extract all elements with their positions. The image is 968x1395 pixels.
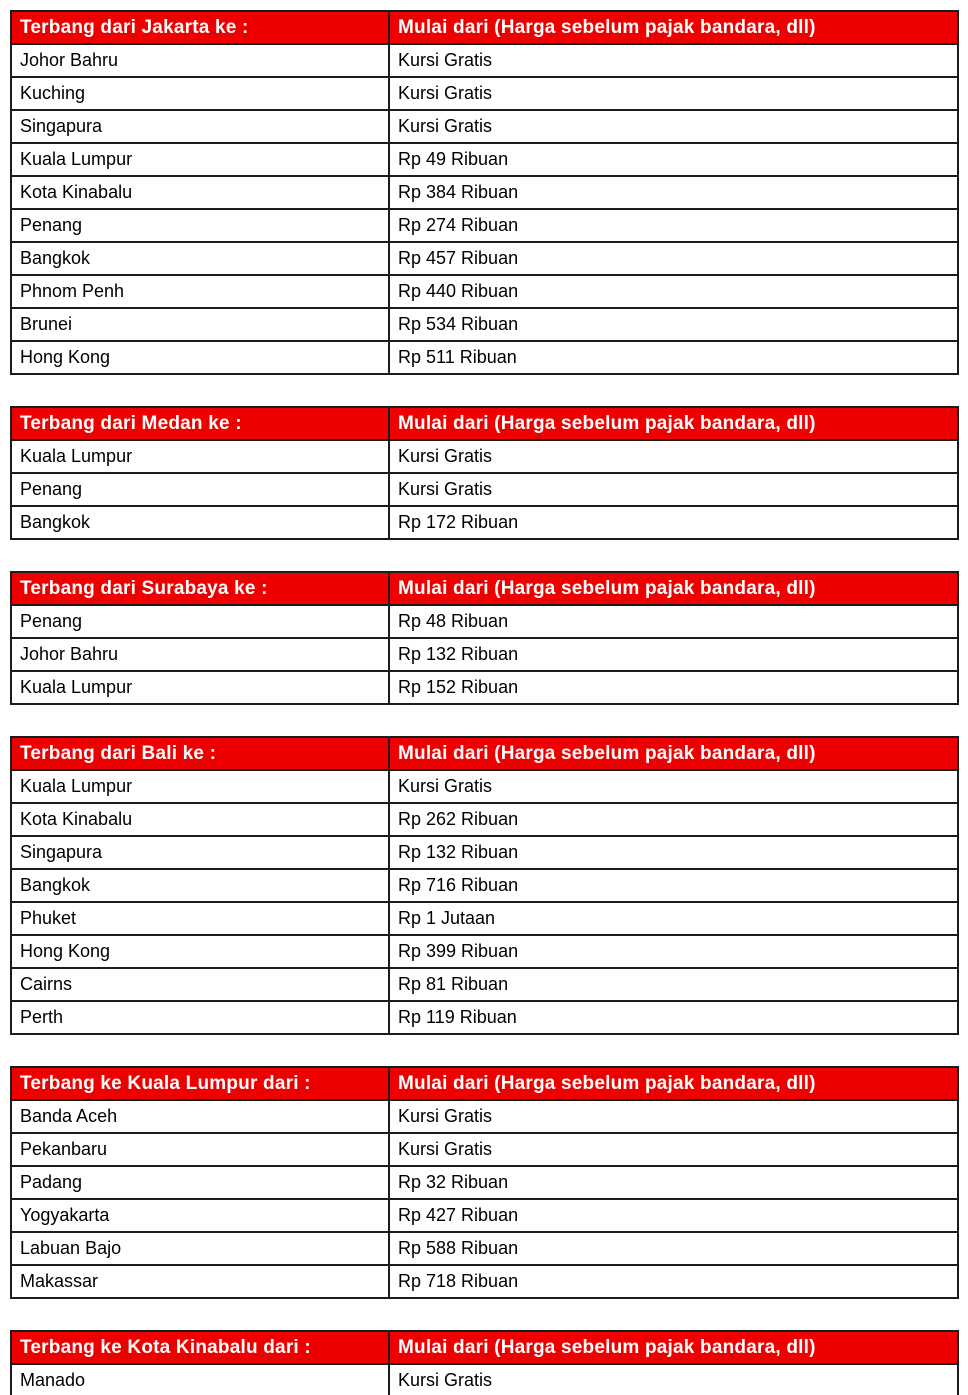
- table-header-row: [11, 1067, 958, 1100]
- fare-row: [11, 308, 958, 341]
- fare-row: [11, 242, 958, 275]
- destination-cell: Yogyakarta: [11, 1199, 389, 1232]
- price-cell: Rp 588 Ribuan: [389, 1232, 958, 1265]
- fare-row: [11, 935, 958, 968]
- fare-table-6: [10, 1330, 959, 1395]
- fare-row: [11, 1232, 958, 1265]
- price-cell: Rp 427 Ribuan: [389, 1199, 958, 1232]
- destination-cell: Johor Bahru: [11, 638, 389, 671]
- fare-row: [11, 1133, 958, 1166]
- destination-cell: Penang: [11, 209, 389, 242]
- fare-row: [11, 473, 958, 506]
- origin-column-header: Terbang dari Medan ke :: [11, 407, 389, 440]
- price-cell: Rp 534 Ribuan: [389, 308, 958, 341]
- destination-cell: Penang: [11, 605, 389, 638]
- destination-cell: Kuala Lumpur: [11, 440, 389, 473]
- table-header-row: [11, 737, 958, 770]
- fare-row: [11, 1265, 958, 1298]
- table-header-row: [11, 572, 958, 605]
- destination-cell: Bangkok: [11, 506, 389, 539]
- price-cell: Kursi Gratis: [389, 1100, 958, 1133]
- price-cell: Kursi Gratis: [389, 770, 958, 803]
- fare-row: [11, 638, 958, 671]
- price-cell: Rp 48 Ribuan: [389, 605, 958, 638]
- price-column-header: Mulai dari (Harga sebelum pajak bandara, dll): [389, 407, 958, 440]
- table-header-row: [11, 11, 958, 44]
- price-cell: Kursi Gratis: [389, 110, 958, 143]
- fare-row: [11, 506, 958, 539]
- destination-cell: Bangkok: [11, 869, 389, 902]
- destination-cell: Kuala Lumpur: [11, 671, 389, 704]
- destination-cell: Cairns: [11, 968, 389, 1001]
- origin-column-header: Terbang ke Kota Kinabalu dari :: [11, 1331, 389, 1364]
- destination-cell: Kuala Lumpur: [11, 143, 389, 176]
- fare-tables-container: [10, 10, 968, 1395]
- destination-cell: Perth: [11, 1001, 389, 1034]
- fare-row: [11, 671, 958, 704]
- destination-cell: Singapura: [11, 110, 389, 143]
- fare-table-1: [10, 10, 959, 375]
- fare-row: [11, 440, 958, 473]
- destination-cell: Hong Kong: [11, 341, 389, 374]
- price-cell: Rp 718 Ribuan: [389, 1265, 958, 1298]
- fare-row: [11, 44, 958, 77]
- fare-row: [11, 1001, 958, 1034]
- price-cell: Kursi Gratis: [389, 77, 958, 110]
- price-cell: Rp 152 Ribuan: [389, 671, 958, 704]
- table-header-row: [11, 407, 958, 440]
- price-column-header: Mulai dari (Harga sebelum pajak bandara, dll): [389, 11, 958, 44]
- destination-cell: Johor Bahru: [11, 44, 389, 77]
- fare-row: [11, 902, 958, 935]
- destination-cell: Hong Kong: [11, 935, 389, 968]
- fare-table-5: [10, 1066, 959, 1299]
- destination-cell: Phuket: [11, 902, 389, 935]
- origin-column-header: Terbang dari Surabaya ke :: [11, 572, 389, 605]
- price-column-header: Mulai dari (Harga sebelum pajak bandara, dll): [389, 1331, 958, 1364]
- destination-cell: Banda Aceh: [11, 1100, 389, 1133]
- fare-table-4: [10, 736, 959, 1035]
- fare-row: [11, 869, 958, 902]
- table-header-row: [11, 1331, 958, 1364]
- destination-cell: Manado: [11, 1364, 389, 1395]
- price-cell: Rp 49 Ribuan: [389, 143, 958, 176]
- price-cell: Kursi Gratis: [389, 440, 958, 473]
- price-cell: Rp 81 Ribuan: [389, 968, 958, 1001]
- price-cell: Rp 32 Ribuan: [389, 1166, 958, 1199]
- destination-cell: Bangkok: [11, 242, 389, 275]
- price-cell: Kursi Gratis: [389, 1364, 958, 1395]
- destination-cell: Penang: [11, 473, 389, 506]
- fare-row: [11, 176, 958, 209]
- destination-cell: Kuching: [11, 77, 389, 110]
- fare-row: [11, 1100, 958, 1133]
- price-cell: Rp 384 Ribuan: [389, 176, 958, 209]
- destination-cell: Kota Kinabalu: [11, 803, 389, 836]
- fare-row: [11, 209, 958, 242]
- origin-column-header: Terbang ke Kuala Lumpur dari :: [11, 1067, 389, 1100]
- price-cell: Rp 172 Ribuan: [389, 506, 958, 539]
- price-cell: Rp 274 Ribuan: [389, 209, 958, 242]
- destination-cell: Kuala Lumpur: [11, 770, 389, 803]
- fare-row: [11, 803, 958, 836]
- fare-row: [11, 77, 958, 110]
- destination-cell: Labuan Bajo: [11, 1232, 389, 1265]
- destination-cell: Pekanbaru: [11, 1133, 389, 1166]
- price-cell: Rp 440 Ribuan: [389, 275, 958, 308]
- fare-row: [11, 341, 958, 374]
- price-cell: Rp 262 Ribuan: [389, 803, 958, 836]
- price-cell: Rp 511 Ribuan: [389, 341, 958, 374]
- price-column-header: Mulai dari (Harga sebelum pajak bandara, dll): [389, 572, 958, 605]
- fare-row: [11, 770, 958, 803]
- price-cell: Kursi Gratis: [389, 1133, 958, 1166]
- price-cell: Rp 132 Ribuan: [389, 638, 958, 671]
- price-cell: Rp 457 Ribuan: [389, 242, 958, 275]
- destination-cell: Kota Kinabalu: [11, 176, 389, 209]
- destination-cell: Singapura: [11, 836, 389, 869]
- fare-row: [11, 1166, 958, 1199]
- price-cell: Rp 119 Ribuan: [389, 1001, 958, 1034]
- fare-row: [11, 1199, 958, 1232]
- price-column-header: Mulai dari (Harga sebelum pajak bandara, dll): [389, 1067, 958, 1100]
- fare-row: [11, 110, 958, 143]
- origin-column-header: Terbang dari Bali ke :: [11, 737, 389, 770]
- destination-cell: Makassar: [11, 1265, 389, 1298]
- price-cell: Kursi Gratis: [389, 473, 958, 506]
- fare-row: [11, 1364, 958, 1395]
- destination-cell: Phnom Penh: [11, 275, 389, 308]
- price-column-header: Mulai dari (Harga sebelum pajak bandara, dll): [389, 737, 958, 770]
- price-cell: Rp 716 Ribuan: [389, 869, 958, 902]
- fare-row: [11, 836, 958, 869]
- price-cell: Rp 132 Ribuan: [389, 836, 958, 869]
- fare-row: [11, 968, 958, 1001]
- destination-cell: Brunei: [11, 308, 389, 341]
- price-cell: Rp 399 Ribuan: [389, 935, 958, 968]
- fare-table-3: [10, 571, 959, 705]
- origin-column-header: Terbang dari Jakarta ke :: [11, 11, 389, 44]
- fare-row: [11, 605, 958, 638]
- fare-table-2: [10, 406, 959, 540]
- price-cell: Kursi Gratis: [389, 44, 958, 77]
- fare-row: [11, 143, 958, 176]
- destination-cell: Padang: [11, 1166, 389, 1199]
- fare-row: [11, 275, 958, 308]
- price-cell: Rp 1 Jutaan: [389, 902, 958, 935]
